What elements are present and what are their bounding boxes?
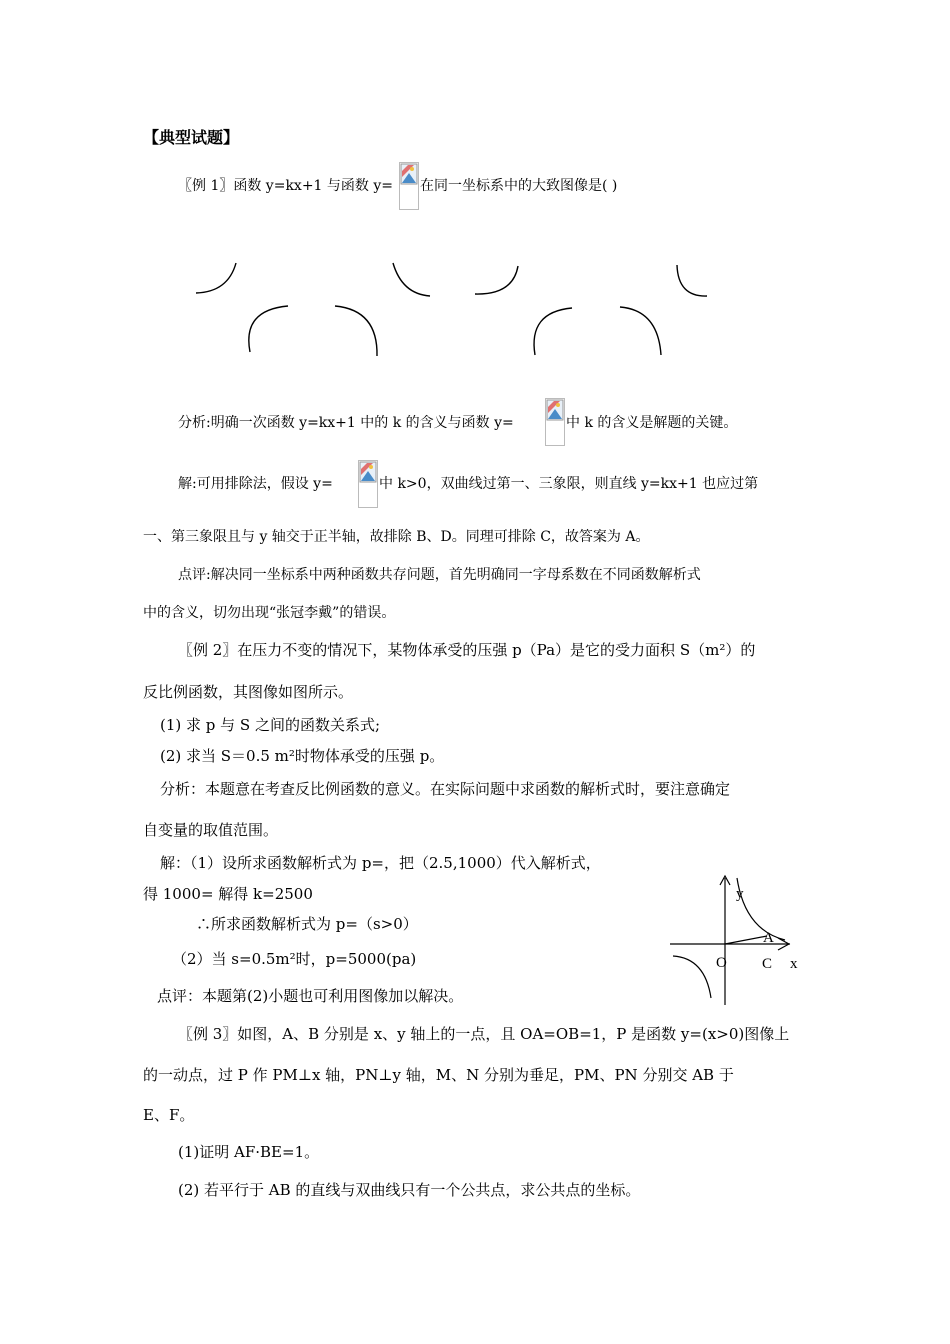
option-a-upper-branch bbox=[196, 263, 236, 293]
origin-label: O bbox=[716, 955, 727, 971]
option-c-lower-branch bbox=[534, 308, 572, 355]
example2-comment: 点评：本题第(2)小题也可利用图像加以解决。 bbox=[157, 987, 464, 1005]
example3-question-line3: E、F。 bbox=[143, 1106, 195, 1124]
example1-question-start: 〖例 1〗函数 y=kx+1 与函数 y= bbox=[178, 178, 394, 194]
example2-solution-line1: 解：（1）设所求函数解析式为 p=，把（2.5,1000）代入解析式， bbox=[160, 854, 601, 872]
formula-image-icon bbox=[358, 460, 378, 508]
segment-oa bbox=[725, 936, 767, 944]
example3-subquestion-1: (1)证明 AF·BE=1。 bbox=[178, 1143, 320, 1161]
example1-analysis-end: 中 k 的含义是解题的关键。 bbox=[566, 415, 738, 431]
y-axis-label: y bbox=[736, 886, 744, 902]
formula-image-icon bbox=[545, 398, 565, 446]
example1-comment-line1: 点评:解决同一坐标系中两种函数共存问题，首先明确同一字母系数在不同函数解析式 bbox=[178, 567, 701, 583]
example2-question-line2: 反比例函数，其图像如图所示。 bbox=[143, 683, 354, 701]
example3-question-line2: 的一动点，过 P 作 PM⊥x 轴，PN⊥y 轴，M、N 分别为垂足，PM、PN 分别交 AB 于 bbox=[143, 1066, 734, 1084]
example2-solution-line3: ∴所求函数解析式为 p=（s>0） bbox=[196, 915, 418, 933]
hyperbola-branch-positive bbox=[737, 878, 785, 940]
x-axis-label: x bbox=[790, 956, 798, 972]
example1-question-end: 在同一坐标系中的大致图像是( ) bbox=[420, 178, 618, 194]
point-a-label: A bbox=[763, 930, 774, 946]
example1-solution-mid: 中 k>0，双曲线过第一、三象限，则直线 y=kx+1 也应过第 bbox=[379, 476, 759, 492]
option-c-upper-branch bbox=[475, 266, 518, 294]
section-heading: 【典型试题】 bbox=[143, 128, 240, 147]
pressure-area-graph bbox=[665, 870, 815, 1010]
example1-solution-end: 一、第三象限且与 y 轴交于正半轴，故排除 B、D。同理可排除 C，故答案为 A。 bbox=[143, 529, 650, 545]
example1-solution-start: 解:可用排除法，假设 y= bbox=[178, 476, 333, 492]
example2-question-line1: 〖例 2〗在压力不变的情况下，某物体承受的压强 p（Pa）是它的受力面积 S（m²）的 bbox=[178, 641, 756, 659]
example2-analysis-line2: 自变量的取值范围。 bbox=[143, 821, 279, 839]
point-c-label: C bbox=[762, 956, 773, 972]
option-a-lower-branch bbox=[249, 306, 288, 352]
example2-analysis-line1: 分析：本题意在考查反比例函数的意义。在实际问题中求函数的解析式时，要注意确定 bbox=[160, 780, 731, 798]
option-b-upper-branch bbox=[393, 263, 430, 296]
hyperbola-branch-negative bbox=[673, 956, 711, 998]
example2-subquestion-1: (1) 求 p 与 S 之间的函数关系式; bbox=[160, 716, 381, 734]
option-d-lower-branch bbox=[620, 307, 661, 355]
example3-subquestion-2: (2) 若平行于 AB 的直线与双曲线只有一个公共点，求公共点的坐标。 bbox=[178, 1181, 641, 1199]
example2-subquestion-2: (2) 求当 S＝0.5 m²时物体承受的压强 p。 bbox=[160, 747, 445, 765]
example2-solution-line4: （2）当 s=0.5m²时，p=5000(pa) bbox=[172, 950, 417, 968]
option-d-upper-branch bbox=[677, 265, 707, 296]
option-b-lower-branch bbox=[335, 306, 377, 356]
example3-question-line1: 〖例 3〗如图，A、B 分别是 x、y 轴上的一点，且 OA=OB=1，P 是函数 y=(x>0)图像上 bbox=[178, 1025, 790, 1043]
example1-comment-line2: 中的含义，切勿出现“张冠李戴”的错误。 bbox=[143, 605, 396, 621]
formula-image-icon bbox=[399, 162, 419, 210]
example1-analysis-start: 分析:明确一次函数 y=kx+1 中的 k 的含义与函数 y= bbox=[178, 415, 514, 431]
example2-solution-line2: 得 1000= 解得 k=2500 bbox=[143, 885, 313, 903]
answer-options-graphs bbox=[180, 250, 720, 360]
